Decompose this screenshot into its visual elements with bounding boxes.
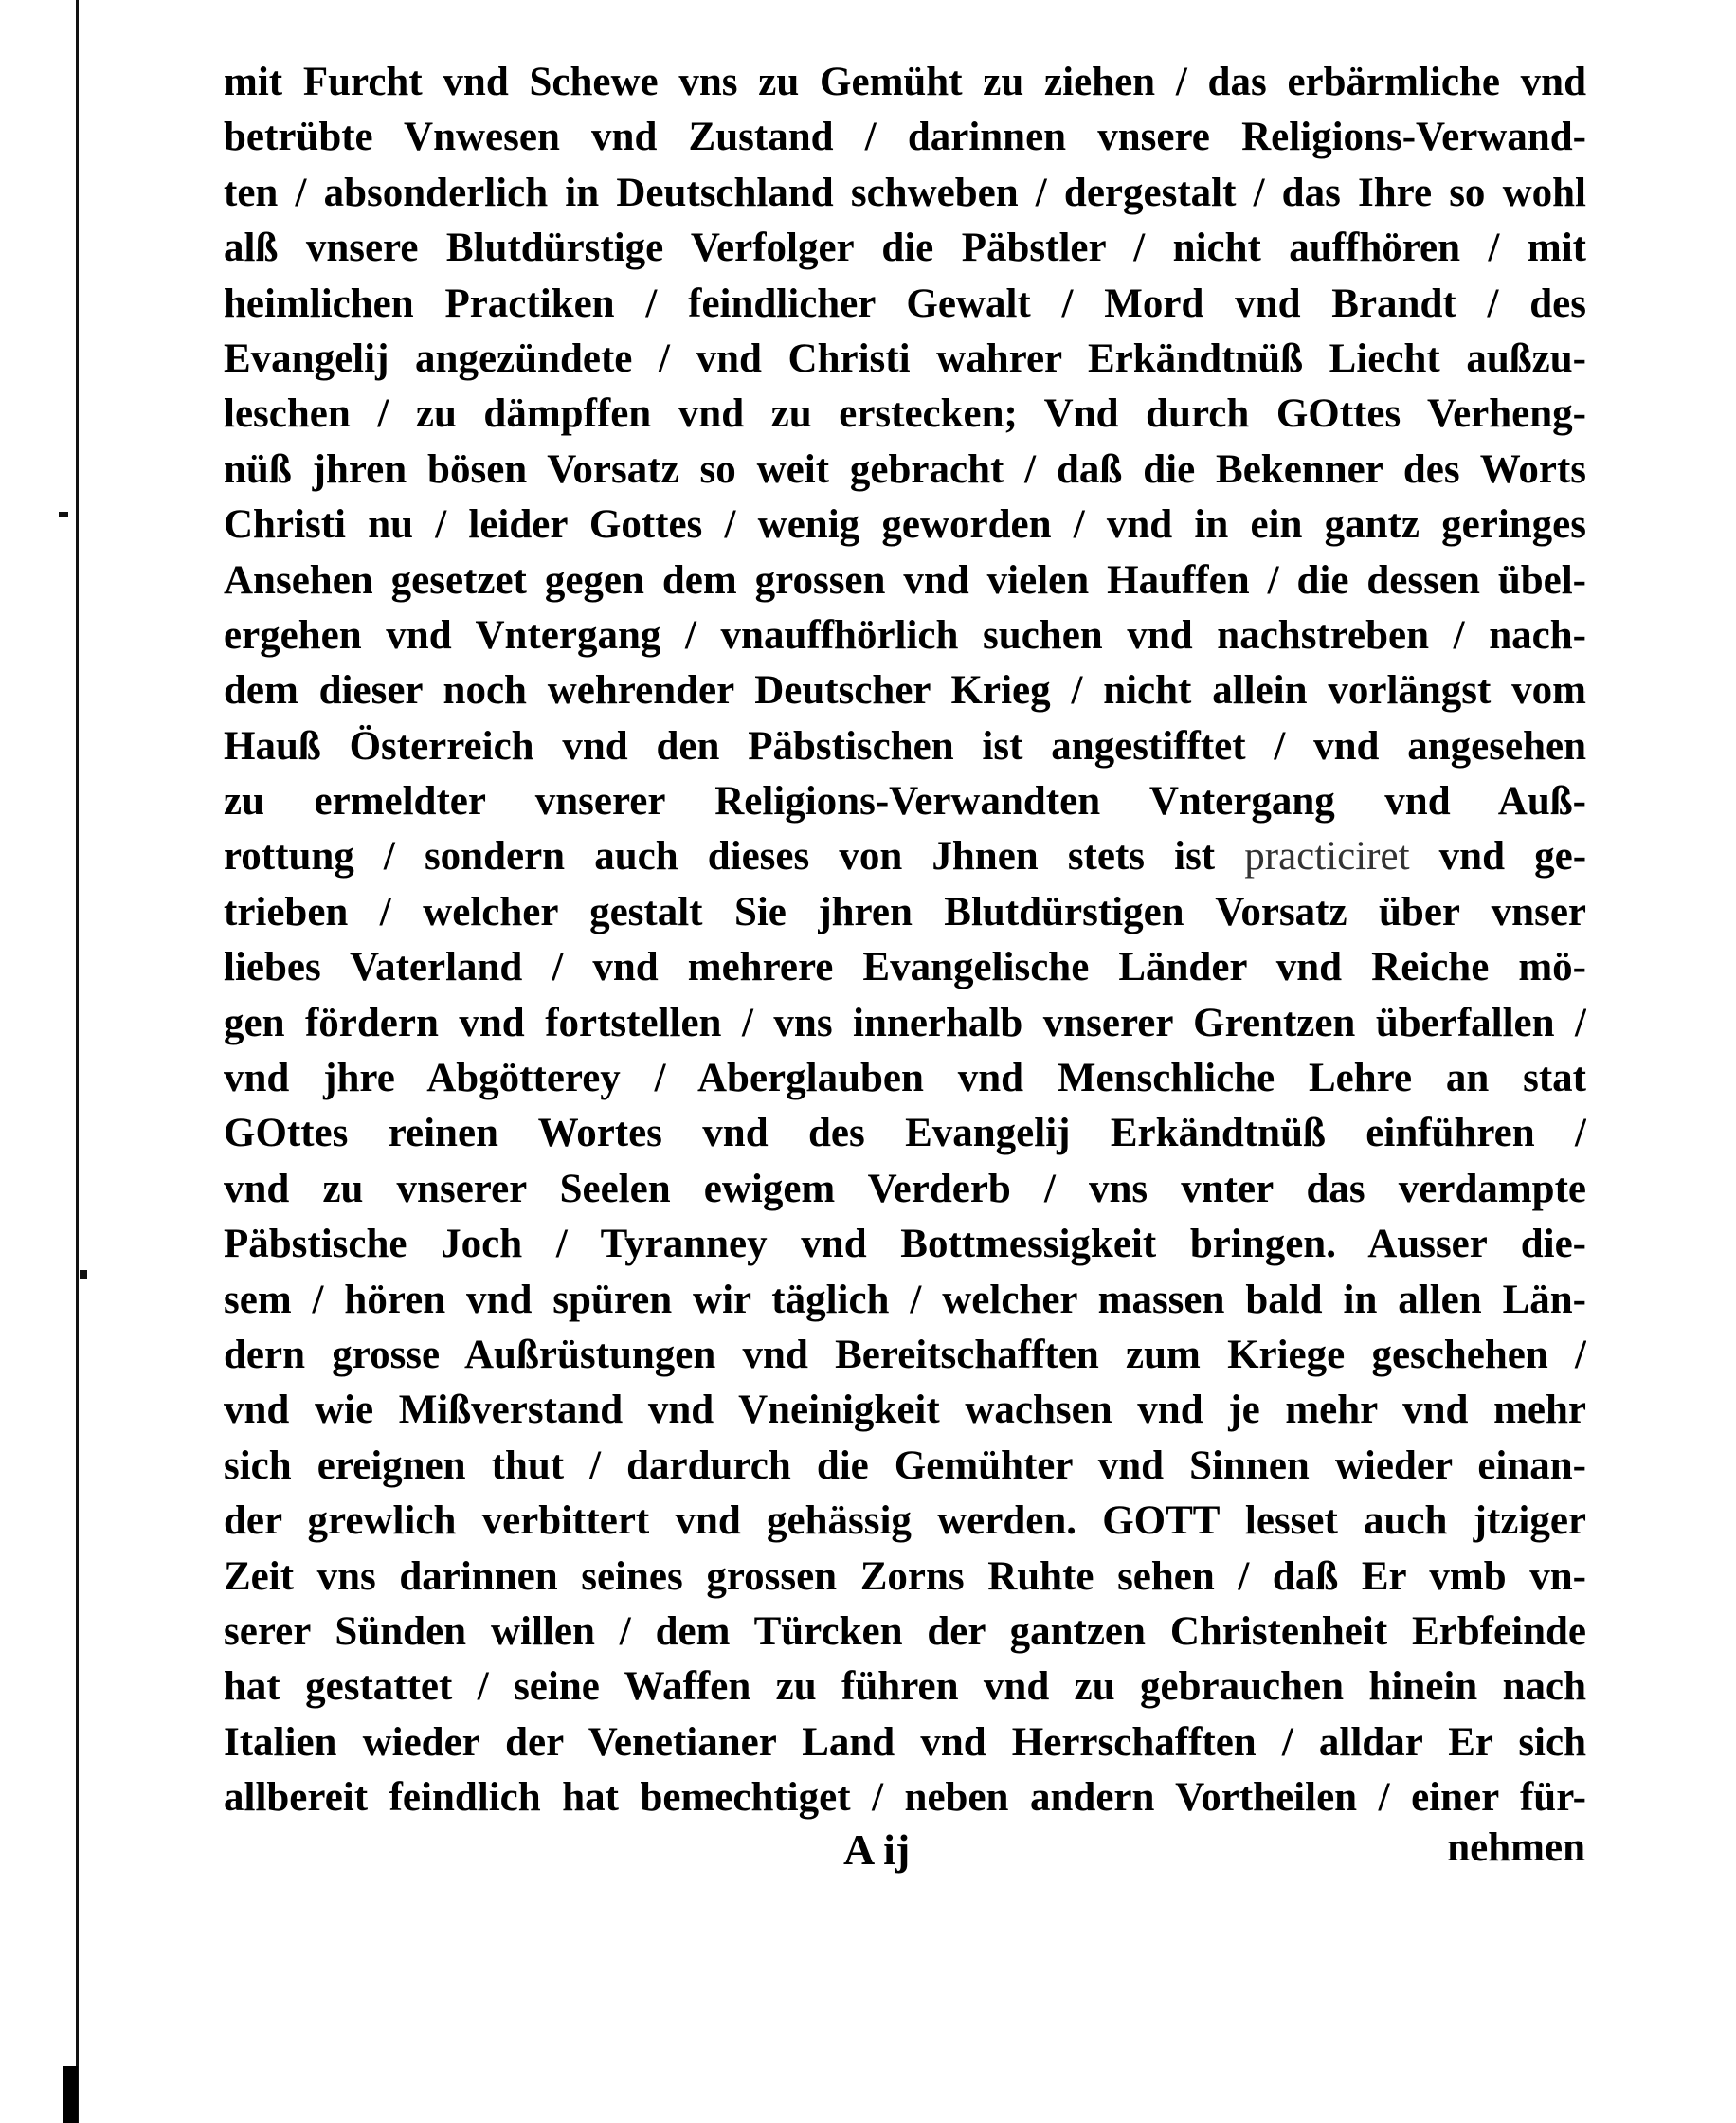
text-line: der grewlich verbittert vnd gehässig werden. GOTT lesset auch jtziger <box>224 1498 1586 1544</box>
margin-mark <box>80 1270 87 1279</box>
body-text <box>224 55 1586 1826</box>
text-line: GOttes reinen Wortes vnd des Evangelij Erkändtnüß einführen / <box>224 1111 1586 1156</box>
margin-mark <box>59 512 68 517</box>
text-line: Christi nu / leider Gottes / wenig geworden / vnd in ein gantz geringes <box>224 502 1586 548</box>
text-line: ten / absonderlich in Deutschland schweben / dergestalt / das Ihre so wohl <box>224 170 1586 215</box>
text-line: serer Sünden willen / dem Türcken der gantzen Christenheit Erbfeinde <box>224 1608 1586 1654</box>
text-line: heimlichen Practiken / feindlicher Gewalt / Mord vnd Brandt / des <box>224 281 1586 326</box>
catchword: nehmen <box>1447 1825 1585 1870</box>
text-line: leschen / zu dämpffen vnd zu erstecken; Vnd durch GOttes Verheng- <box>224 391 1586 437</box>
signature-mark: A ij <box>843 1825 911 1874</box>
text-line: liebes Vaterland / vnd mehrere Evangelische Länder vnd Reiche mö- <box>224 945 1586 990</box>
text-line: Ansehen gesetzet gegen dem grossen vnd vielen Hauffen / die dessen übel- <box>224 557 1586 603</box>
text-line: mit Furcht vnd Schewe vns zu Gemüht zu ziehen / das erbärmliche vnd <box>224 60 1586 104</box>
text-line: vnd jhre Abgötterey / Aberglauben vnd Menschliche Lehre an stat <box>224 1056 1586 1101</box>
text-line: Päbstische Joch / Tyranney vnd Bottmessigkeit bringen. Ausser die- <box>224 1222 1586 1267</box>
text-line: sich ereignen thut / dardurch die Gemühter vnd Sinnen wieder einan- <box>224 1443 1586 1488</box>
text-line: allbereit feindlich hat bemechtiget / neben andern Vortheilen / einer für- <box>224 1775 1586 1821</box>
text-line: Evangelij angezündete / vnd Christi wahrer Erkändtnüß Liecht außzu- <box>224 336 1586 381</box>
text-line: ergehen vnd Vntergang / vnauffhörlich suchen vnd nachstreben / nach- <box>224 612 1586 658</box>
text-line: zu ermeldter vnserer Religions-Verwandten Vntergang vnd Auß- <box>224 779 1586 825</box>
page-edge-shadow <box>63 2066 78 2123</box>
text-line: vnd zu vnserer Seelen ewigem Verderb / vns vnter das verdampte <box>224 1166 1586 1211</box>
text-line: sem / hören vnd spüren wir täglich / welcher massen bald in allen Län- <box>224 1277 1586 1322</box>
text-line: Zeit vns darinnen seines grossen Zorns Ruhte sehen / daß Er vmb vn- <box>224 1553 1586 1599</box>
text-line: Italien wieder der Venetianer Land vnd Herrschafften / alldar Er sich <box>224 1719 1586 1765</box>
text-line: nüß jhren bösen Vorsatz so weit gebracht / daß die Bekenner des Worts <box>224 446 1586 492</box>
text-line: betrübte Vnwesen vnd Zustand / darinnen vnsere Religions-Verwand- <box>224 115 1586 160</box>
text-line: hat gestattet / seine Waffen zu führen vnd zu gebrauchen hinein nach <box>224 1664 1586 1710</box>
text-line: dem dieser noch wehrender Deutscher Krieg / nicht allein vorlängst vom <box>224 668 1586 714</box>
text-line: Hauß Österreich vnd den Päbstischen ist angestifftet / vnd angesehen <box>224 723 1586 769</box>
text-line: vnd wie Mißverstand vnd Vneinigkeit wachsen vnd je mehr vnd mehr <box>224 1388 1586 1433</box>
roman-type-word: practiciret <box>1244 834 1410 880</box>
text-line: dern grosse Außrüstungen vnd Bereitschafften zum Kriege geschehen / <box>224 1332 1586 1377</box>
text-segment: vnd ge- <box>1438 834 1586 880</box>
text-segment: rottung / sondern auch dieses von Jhnen stets ist <box>224 834 1216 880</box>
text-line: alß vnsere Blutdürstige Verfolger die Päbstler / nicht auffhören / mit <box>224 226 1586 271</box>
page-edge-line <box>76 0 79 2123</box>
text-line <box>224 829 1586 884</box>
text-line: gen fördern vnd fortstellen / vns innerhalb vnserer Grentzen überfallen / <box>224 1000 1586 1045</box>
text-line: trieben / welcher gestalt Sie jhren Blutdürstigen Vorsatz über vnser <box>224 889 1586 934</box>
